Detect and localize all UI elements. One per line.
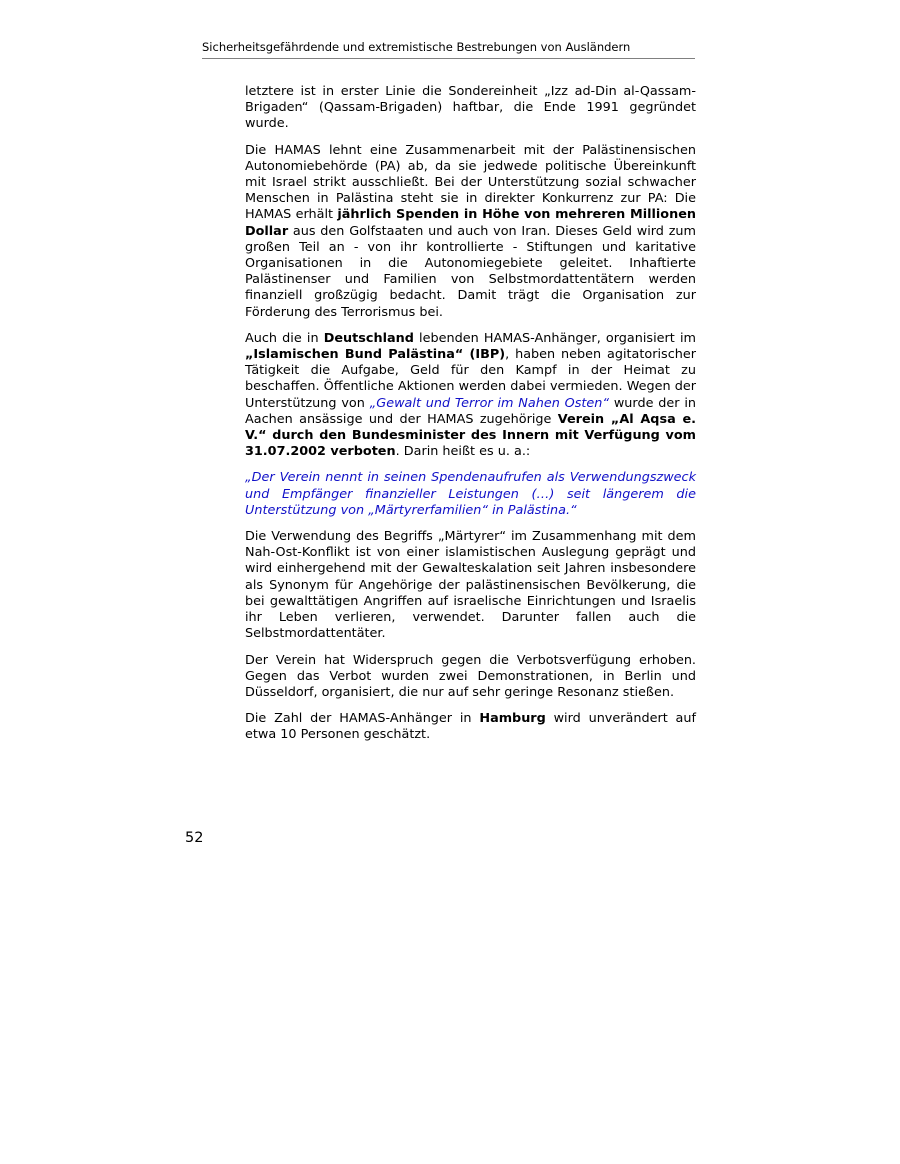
- paragraph: [245, 653, 696, 702]
- paragraph: [245, 711, 696, 743]
- paragraph-text: Der Verein hat Widerspruch gegen die Verbotsverfügung erhoben. Gegen das Verbot wurden zwei Demonstrationen, in Berlin und Düsseldorf, organisiert, die nur auf sehr geringe Resonanz stießen.: [245, 652, 696, 700]
- running-header: [202, 40, 695, 59]
- paragraph: [245, 84, 696, 133]
- bold-emphasis: „Islamischen Bund Palästina“ (IBP): [245, 347, 506, 363]
- paragraph-text: letztere ist in erster Linie die Sondereinheit „Izz ad-Din al-Qassam-Brigaden“ (Qassam-Brigaden) haftbar, die Ende 1991 gegründet wurde.: [245, 84, 696, 132]
- paragraph: [245, 529, 696, 642]
- page-number: [185, 829, 203, 847]
- bold-emphasis: jährlich Spenden in Höhe von mehreren Millionen Dollar: [245, 207, 696, 239]
- quote-text: „Der Verein nennt in seinen Spendenaufrufen als Verwendungszweck und Empfänger finanzieller Leistungen (…) seit längerem die Unterstützung von „Märtyrerfamilien“ in Palästina.“: [245, 470, 696, 518]
- paragraph-text: Die Zahl der HAMAS-Anhänger in: [245, 711, 480, 727]
- paragraph-text: Die Verwendung des Begriffs „Märtyrer“ im Zusammenhang mit dem Nah-Ost-Konflikt ist von einer islamistischen Auslegung geprägt und wird einhergehend mit der Gewalteskalation seit Jahren insbesondere als Synonym für Angehörige der palästinensischen Bevölkerung, die bei gewalttätigen Angriffen auf israelische Einrichtungen und Israelis ihr Leben verlieren, verwendet. Darunter fallen auch die Selbstmordattentäter.: [245, 529, 696, 642]
- paragraph-text: , haben neben agitatorischer Tätigkeit die Aufgabe, Geld für den Kampf in der Heimat zu beschaffen. Öffentliche Aktionen werden dabei vermieden. Wegen der Unterstützung von: [245, 347, 696, 411]
- paragraph-text: . Darin heißt es u. a.:: [395, 444, 531, 460]
- page-number-text: 52: [185, 830, 204, 846]
- paragraph-text: aus den Golfstaaten und auch von Iran. Dieses Geld wird zum großen Teil an - von ihr kontrollierte - Stiftungen und karitative Organisationen in die Autonomiegebiete geleitet. Inhaftierte Palästinenser und Familien von Selbstmordattentätern werden finanziell großzügig bedacht. Damit trägt die Organisation zur Förderung des Terrorismus bei.: [245, 223, 696, 320]
- bold-emphasis: Hamburg: [479, 711, 546, 727]
- paragraph-text: Auch die in: [245, 330, 324, 346]
- paragraph-text: wird unverändert auf etwa 10 Personen geschätzt.: [245, 711, 697, 743]
- block-quote: [245, 470, 696, 519]
- document-body: [245, 84, 696, 744]
- hyperlink-gewalt-und-terror[interactable]: „Gewalt und Terror im Nahen Osten“: [369, 395, 610, 411]
- paragraph: [245, 331, 696, 461]
- paragraph: [245, 143, 696, 321]
- paragraph-text: wurde der in Aachen ansässige und der HAMAS zugehörige: [245, 395, 696, 427]
- paragraph-text: lebenden HAMAS-Anhänger, organisiert im: [413, 330, 696, 346]
- running-header-title: Sicherheitsgefährdende und extremistische Bestrebungen von Ausländern: [202, 40, 631, 54]
- bold-emphasis: Verein „Al Aqsa e. V.“ durch den Bundesminister des Innern mit Verfügung vom 31.07.2002 verboten: [245, 411, 697, 460]
- paragraph-text: Die HAMAS lehnt eine Zusammenarbeit mit der Palästinensischen Autonomiebehörde (PA) ab, da sie jedwede politische Übereinkunft mit Israel strikt ausschließt. Bei der Unterstützung sozial schwacher Menschen in Palästina steht sie in direkter Konkurrenz zur PA: Die HAMAS erhält: [245, 142, 696, 223]
- bold-emphasis: Deutschland: [323, 330, 414, 346]
